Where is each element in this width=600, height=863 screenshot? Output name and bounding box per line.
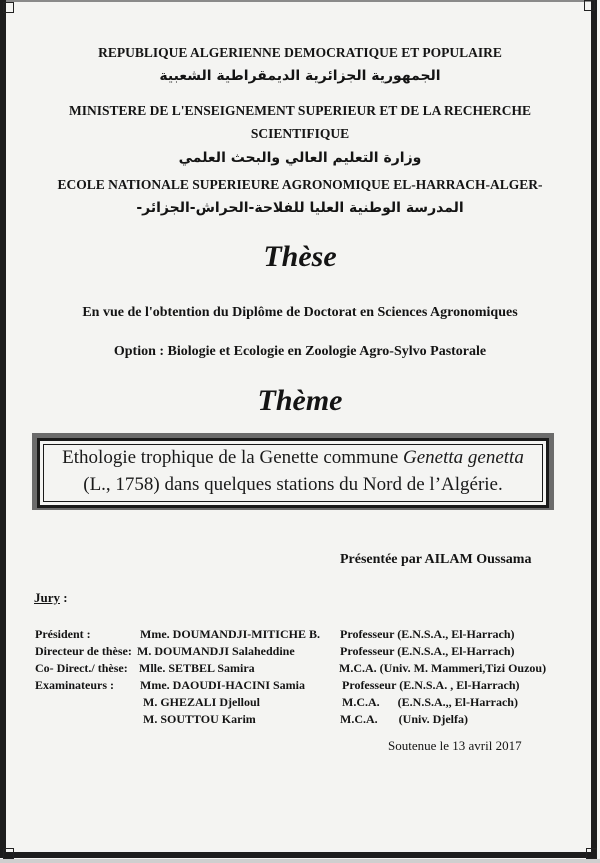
page-frame-bottom-shadow <box>0 859 600 863</box>
page-frame-top <box>6 0 591 2</box>
jury-title: Professeur (E.N.S.A., El-Harrach) <box>340 644 515 658</box>
corner-ornament-bottom-right <box>586 848 597 859</box>
republic-name-fr: REPUBLIQUE ALGERIENNE DEMOCRATIQUE ET POPULAIRE <box>98 45 502 60</box>
jury-title: Professeur (E.N.S.A. , El-Harrach) <box>342 678 520 692</box>
jury-label <box>34 590 68 606</box>
jury-title: M.C.A. (E.N.S.A.,, El-Harrach) <box>342 695 518 709</box>
corner-ornament-top-right <box>584 0 595 11</box>
corner-ornament-bottom-left <box>3 848 14 859</box>
jury-title: M.C.A. (Univ. M. Mammeri,Tizi Ouzou) <box>339 661 547 675</box>
degree-line: En vue de l'obtention du Diplôme de Doctorat en Sciences Agronomiques <box>82 305 518 320</box>
defense-date: Soutenue le 13 avril 2017 <box>388 738 522 753</box>
jury-name: M. DOUMANDJI Salaheddine <box>137 644 295 658</box>
thesis-heading: Thèse <box>263 240 337 273</box>
option-line: Option : Biologie et Ecologie en Zoologie Agro-Sylvo Pastorale <box>113 344 487 359</box>
presented-by: Présentée par AILAM Oussama <box>340 552 532 567</box>
republic-name-ar: الجمهورية الجزائرية الديمقراطية الشعبية <box>159 68 441 84</box>
jury-name: Mme. DAOUDI-HACINI Samia <box>140 678 305 692</box>
jury-name: Mlle. SETBEL Samira <box>139 661 255 675</box>
jury-role: Directeur de thèse: <box>35 644 132 658</box>
school-name-fr: ECOLE NATIONALE SUPERIEURE AGRONOMIQUE EL-HARRACH-ALGER- <box>57 177 543 192</box>
theme-box <box>37 438 549 508</box>
jury-label-text: Jury <box>34 590 60 605</box>
theme-title-text: Ethologie trophique de la Genette commune <box>62 447 403 468</box>
theme-title-line2: (L., 1758) dans quelques stations du Nord de l’Algérie. <box>83 474 503 495</box>
ministry-name-fr-line2: SCIENTIFIQUE <box>250 126 350 141</box>
theme-heading: Thème <box>257 384 343 417</box>
jury-name: M. SOUTTOU Karim <box>143 712 256 726</box>
species-name: Genetta genetta <box>403 447 524 468</box>
jury-title: Professeur (E.N.S.A., El-Harrach) <box>340 627 515 641</box>
jury-name: Mme. DOUMANDJI-MITICHE B. <box>140 627 320 641</box>
jury-role: Président : <box>35 627 91 641</box>
jury-role: Co- Direct./ thèse: <box>35 661 128 675</box>
jury-title: M.C.A. (Univ. Djelfa) <box>340 712 468 726</box>
theme-title-line1 <box>40 447 546 469</box>
jury-label-colon: : <box>60 590 68 605</box>
school-name-ar: المدرسة الوطنية العليا للفلاحة-الحراش-الجزائر- <box>136 200 464 216</box>
jury-role: Examinateurs : <box>35 678 114 692</box>
page-frame-bottom <box>0 852 597 858</box>
ministry-name-fr-line1: MINISTERE DE L'ENSEIGNEMENT SUPERIEUR ET DE LA RECHERCHE <box>69 103 531 118</box>
corner-ornament-top-left <box>3 2 14 13</box>
jury-name: M. GHEZALI Djelloul <box>143 695 261 709</box>
ministry-name-ar: وزارة التعليم العالي والبحث العلمي <box>178 150 422 166</box>
